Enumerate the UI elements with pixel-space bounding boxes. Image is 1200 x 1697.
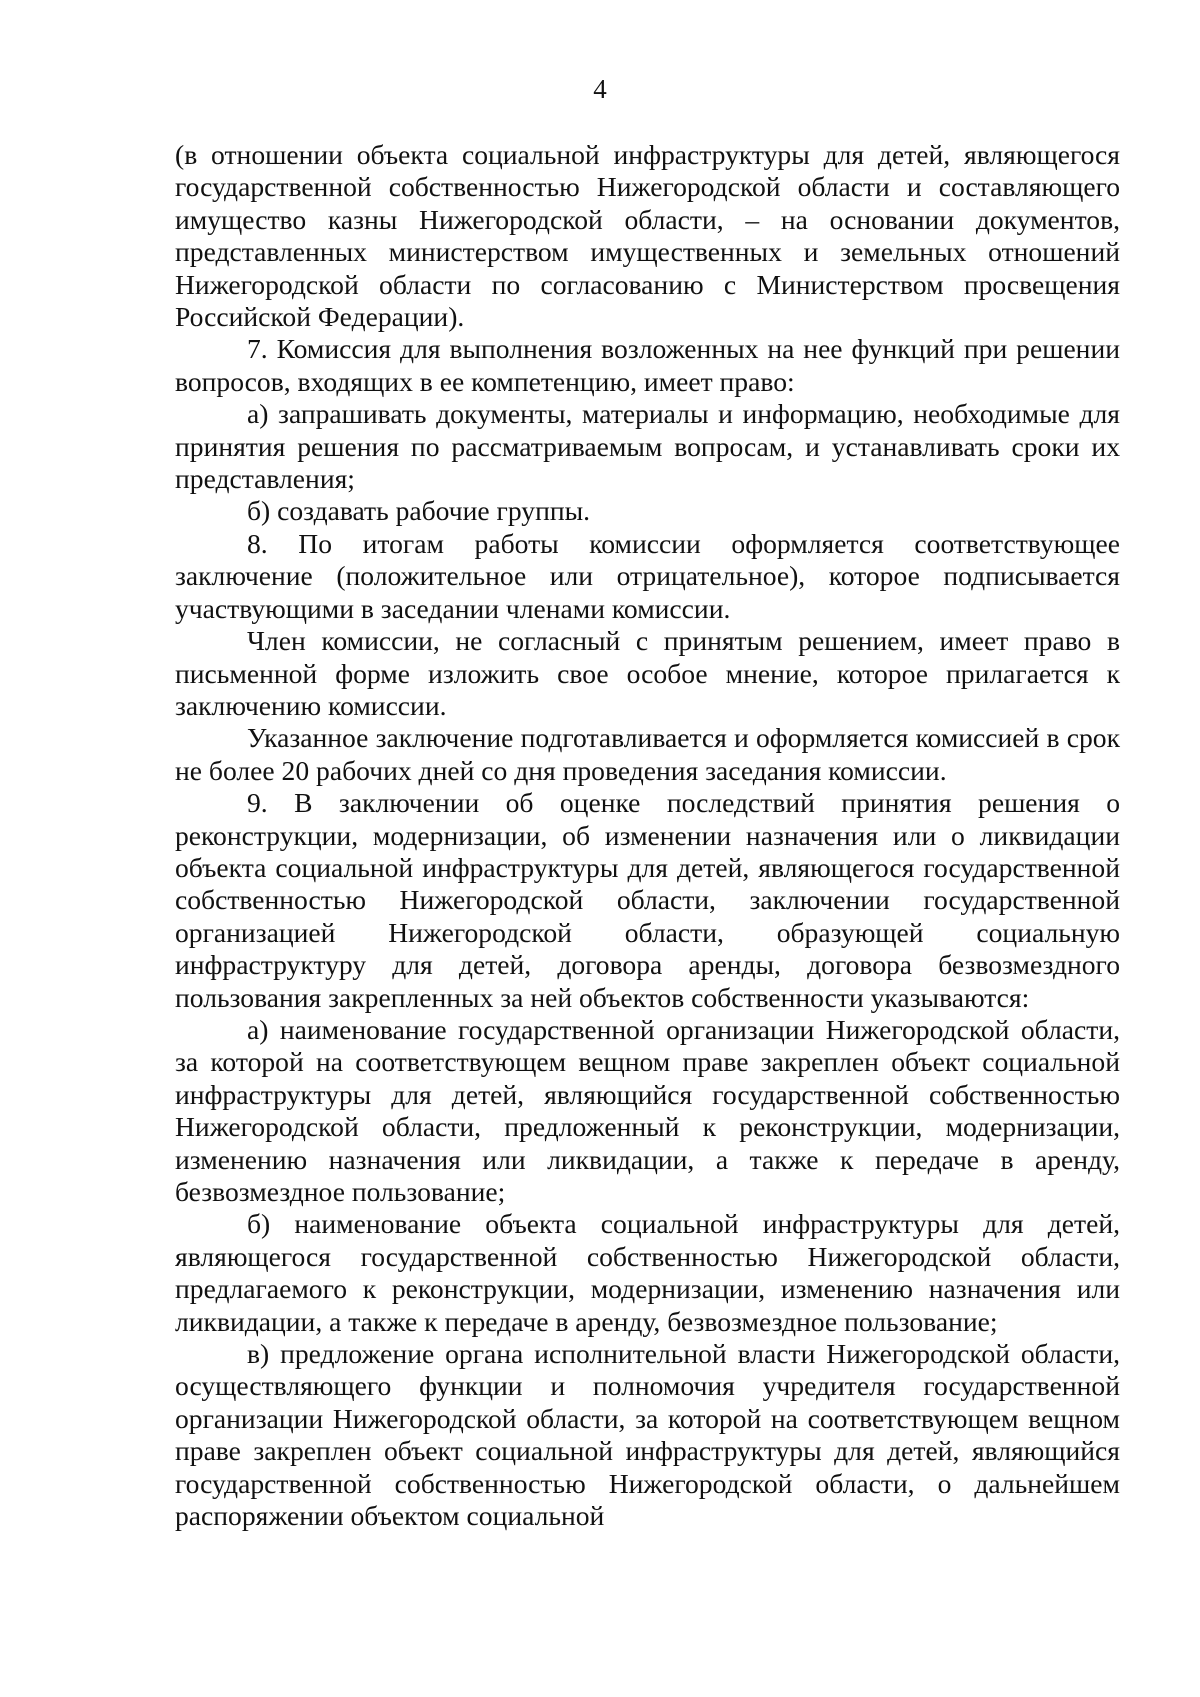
paragraph-continuation: (в отношении объекта социальной инфраструктуры для детей, являющегося государственной собственностью Нижегородской области и составляющего имущество казны Нижегородской области, – на основании документов, представленных министерством имущественных и земельных отношений Нижегородской области по согласованию с Министерством просвещения Российской Федерации).: [175, 139, 1120, 333]
paragraph-item-8: 8. По итогам работы комиссии оформляется соответствующее заключение (положительное или отрицательное), которое подписывается участвующими в заседании членами комиссии.: [175, 527, 1120, 624]
paragraph-item-7: 7. Комиссия для выполнения возложенных на нее функций при решении вопросов, входящих в ее компетенцию, имеет право:: [175, 333, 1120, 397]
document-body: [175, 139, 1120, 1532]
paragraph-item-7a: а) запрашивать документы, материалы и информацию, необходимые для принятия решения по рассматриваемым вопросам, и устанавливать сроки их представления;: [175, 398, 1120, 495]
paragraph-dissenting-opinion: Член комиссии, не согласный с принятым решением, имеет право в письменной форме изложить свое особое мнение, которое прилагается к заключению комиссии.: [175, 625, 1120, 721]
paragraph-item-7b: б) создавать рабочие группы.: [247, 495, 591, 527]
paragraph-item-9a: а) наименование государственной организации Нижегородской области, за которой на соответствующем вещном праве закреплен объект социальной инфраструктуры для детей, являющийся государственной собственностью Нижегородской области, предложенный к реконструкции, модернизации, изменению назначения или ликвидации, а также к передаче в аренду, безвозмездное пользование;: [175, 1013, 1120, 1207]
paragraph-item-9b: б) наименование объекта социальной инфраструктуры для детей, являющегося государственной собственностью Нижегородской области, предлагаемого к реконструкции, модернизации, изменению назначения или ликвидации, а также к передаче в аренду, безвозмездное пользование;: [175, 1208, 1120, 1337]
paragraph-conclusion-deadline: Указанное заключение подготавливается и оформляется комиссией в срок не более 20 рабочих дней со дня проведения заседания комиссии.: [175, 722, 1120, 786]
paragraph-item-9: 9. В заключении об оценке последствий принятия решения о реконструкции, модернизации, об изменении назначения или о ликвидации объекта социальной инфраструктуры для детей, являющегося государственной собственностью Нижегородской области, заключении государственной организацией Нижегородской области, образующей социальную инфраструктуру для детей, договора аренды, договора безвозмездного пользования закрепленных за ней объектов собственности указываются:: [175, 787, 1120, 1013]
page-number: 4: [593, 74, 607, 104]
paragraph-item-9c: в) предложение органа исполнительной власти Нижегородской области, осуществляющего функции и полномочия учредителя государственной организации Нижегородской области, за которой на соответствующем вещном праве закреплен объект социальной инфраструктуры для детей, являющийся государственной собственностью Нижегородской области, о дальнейшем распоряжении объектом социальной: [175, 1338, 1120, 1532]
